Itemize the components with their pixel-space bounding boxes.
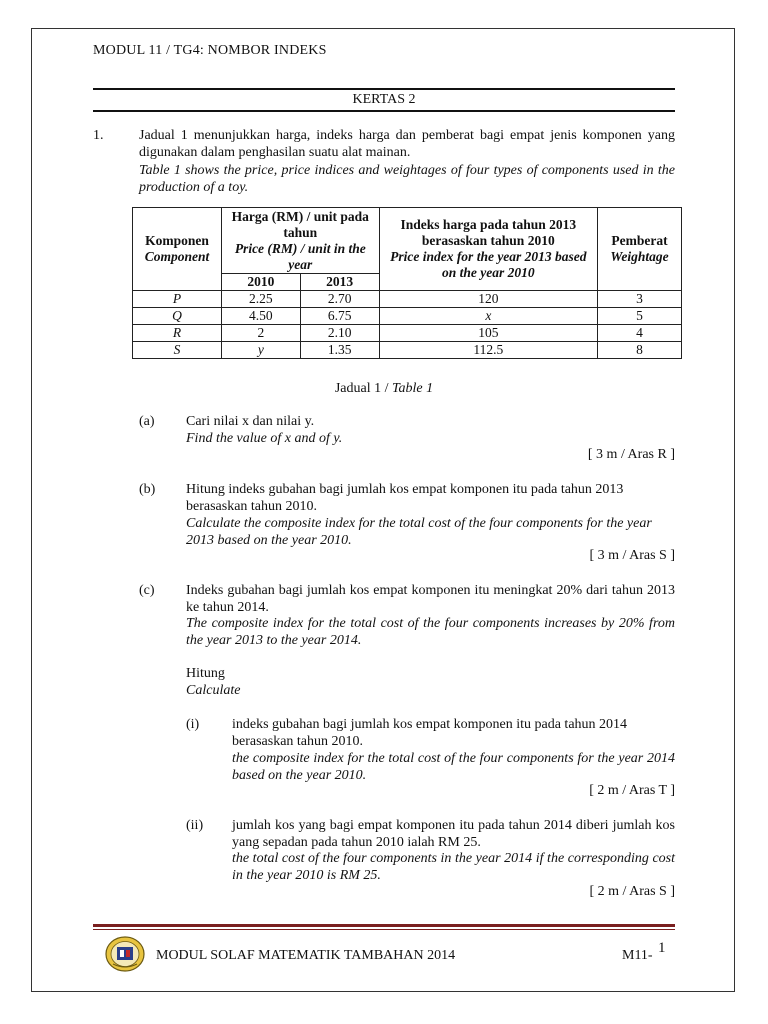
footer-rule-thin: [93, 929, 675, 930]
header-index-en: Price index for the year 2013 based on the year 2010: [390, 249, 587, 280]
table-caption-en: Table 1: [392, 381, 434, 396]
table-caption-ms: Jadual 1 /: [334, 381, 393, 396]
school-crest-icon: [105, 936, 145, 972]
section-title: KERTAS 2: [352, 92, 416, 107]
part-a-en: Find the value of x and of y.: [186, 431, 343, 446]
header-weight: [598, 208, 682, 291]
part-a-label: (a): [139, 414, 155, 429]
part-a-ms: Cari nilai x dan nilai y.: [186, 414, 315, 429]
table-row: [133, 308, 682, 325]
header-weight-ms: Pemberat: [611, 233, 668, 248]
part-c-i-marks: [ 2 m / Aras T ]: [589, 783, 675, 798]
part-c-ii-marks: [ 2 m / Aras S ]: [589, 884, 675, 899]
part-b-marks: [ 3 m / Aras S ]: [589, 548, 675, 563]
cell-weight: 4: [598, 325, 682, 342]
part-c-label: (c): [139, 583, 155, 598]
part-c-hitung: Hitung: [186, 666, 225, 681]
cell-component: Q: [133, 308, 222, 325]
part-a-marks: [ 3 m / Aras R ]: [587, 447, 675, 462]
module-header: MODUL 11 / TG4: NOMBOR INDEKS: [93, 43, 327, 58]
header-weight-en: Weightage: [610, 249, 669, 264]
footer-title: MODUL SOLAF MATEMATIK TAMBAHAN 2014: [156, 948, 456, 963]
table-caption: [0, 380, 768, 397]
part-c-ii-en: the total cost of the four components in the year 2014 if the corresponding cost in the year 2010 is RM 25.: [232, 851, 675, 883]
part-c-ii-label: (ii): [186, 818, 204, 833]
price-index-table: [132, 207, 682, 359]
header-rule-top: [93, 88, 675, 90]
question-number: 1.: [93, 128, 104, 143]
header-component: [133, 208, 222, 291]
header-price-en: Price (RM) / unit in the year: [234, 240, 366, 272]
header-component-ms: Komponen: [145, 233, 209, 248]
header-index-ms: Indeks harga pada tahun 2013 berasaskan tahun 2010: [400, 217, 577, 248]
part-c-i-label: (i): [186, 717, 200, 732]
part-c-ms: Indeks gubahan bagi jumlah kos empat komponen itu meningkat 20% dari tahun 2013 ke tahun 2014.: [186, 583, 675, 615]
part-c-calculate: Calculate: [186, 683, 241, 698]
header-year-2010: 2010: [221, 274, 300, 291]
cell-weight: 3: [598, 291, 682, 308]
header-price: [221, 208, 379, 274]
table-row: [133, 291, 682, 308]
part-b-ms: Hitung indeks gubahan bagi jumlah kos empat komponen itu pada tahun 2013 berasaskan tahun 2010.: [186, 482, 624, 514]
cell-component: S: [133, 342, 222, 359]
cell-price-2013: 1.35: [300, 342, 379, 359]
cell-price-2010: y: [221, 342, 300, 359]
part-b-label: (b): [139, 482, 156, 497]
footer-rule: [93, 924, 675, 927]
cell-price-2010: 4.50: [221, 308, 300, 325]
header-rule-bottom: [93, 110, 675, 112]
header-index: [379, 208, 597, 291]
question-intro-ms: Jadual 1 menunjukkan harga, indeks harga dan pemberat bagi empat jenis komponen yang digunakan dalam penghasilan suatu alat mainan.: [139, 128, 675, 160]
header-year-2013: 2013: [300, 274, 379, 291]
cell-price-2010: 2.25: [221, 291, 300, 308]
footer-page-prefix: M11-: [622, 948, 653, 963]
cell-index: 105: [379, 325, 597, 342]
cell-index: x: [379, 308, 597, 325]
cell-weight: 5: [598, 308, 682, 325]
header-component-en: Component: [144, 249, 210, 264]
cell-price-2013: 2.10: [300, 325, 379, 342]
cell-price-2013: 2.70: [300, 291, 379, 308]
question-intro-en: Table 1 shows the price, price indices and weightages of four types of components used in the production of a toy.: [139, 163, 675, 195]
part-c-en: The composite index for the total cost of the four components increases by 20% from the year 2013 to the year 2014.: [186, 616, 675, 648]
cell-index: 112.5: [379, 342, 597, 359]
part-c-i-en: the composite index for the total cost of the four components for the year 2014 based on the year 2010.: [232, 751, 675, 783]
table-row: [133, 342, 682, 359]
header-price-ms: Harga (RM) / unit pada tahun: [231, 208, 369, 240]
cell-weight: 8: [598, 342, 682, 359]
cell-component: P: [133, 291, 222, 308]
footer-page-number: 1: [658, 940, 666, 956]
cell-price-2010: 2: [221, 325, 300, 342]
cell-component: R: [133, 325, 222, 342]
part-c-i-ms: indeks gubahan bagi jumlah kos empat komponen itu pada tahun 2014 berasaskan tahun 2010.: [232, 717, 628, 749]
cell-index: 120: [379, 291, 597, 308]
part-c-ii-ms: jumlah kos yang bagi empat komponen itu pada tahun 2014 diberi jumlah kos yang sepadan pada tahun 2010 ialah RM 25.: [232, 818, 675, 850]
part-b-en: Calculate the composite index for the total cost of the four components for the year 2013 based on the year 2010.: [186, 516, 652, 548]
cell-price-2013: 6.75: [300, 308, 379, 325]
table-row: [133, 325, 682, 342]
